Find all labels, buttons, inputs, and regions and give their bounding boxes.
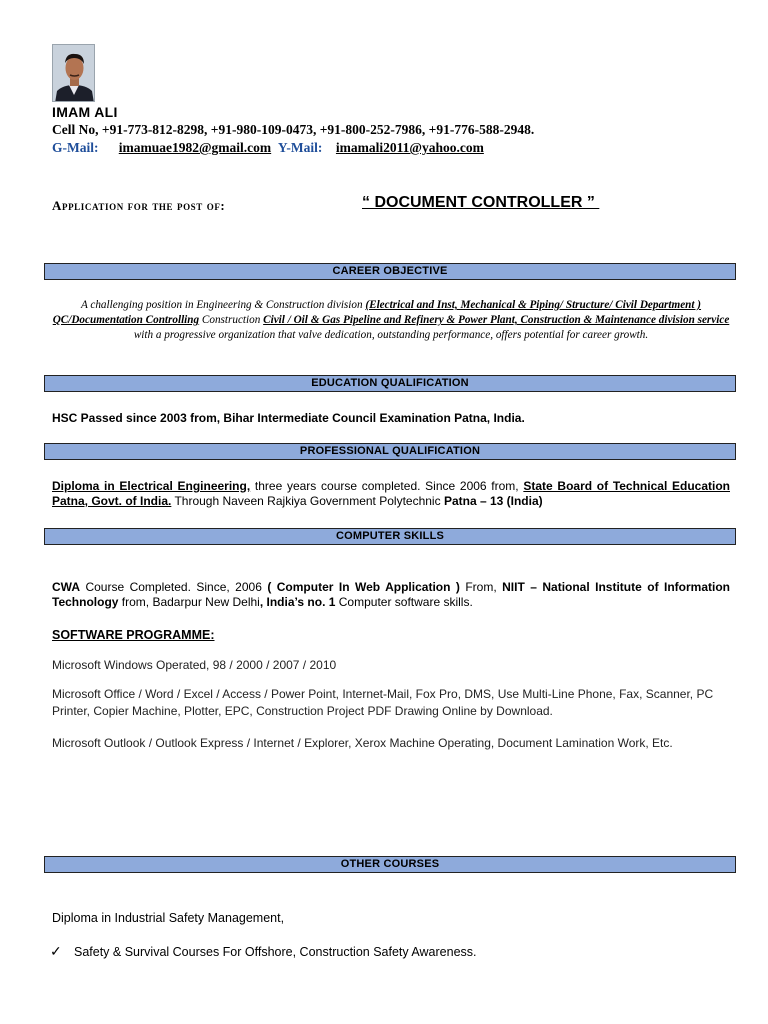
career-text-4: Civil / Oil & Gas Pipeline and Refinery & Power Plant, Construction & Maintenance division service <box>263 314 730 326</box>
section-career-objective: CAREER OBJECTIVE <box>44 263 736 280</box>
cwa-label: CWA <box>52 580 80 594</box>
post-title: “ DOCUMENT CONTROLLER ” <box>362 194 600 211</box>
ymail-link[interactable]: imamali2011@yahoo.com <box>335 140 484 155</box>
phone-numbers <box>52 122 534 138</box>
cwa-institute: NIIT – National Institute of Information Technology <box>52 580 731 609</box>
gmail-link[interactable]: imamuae1982@gmail.com <box>118 140 272 155</box>
section-other-courses: OTHER COURSES <box>44 856 736 873</box>
cwa-text-6: , India’s no. 1 <box>259 595 336 609</box>
cell-label: Cell No, <box>52 122 99 137</box>
section-education: EDUCATION QUALIFICATION <box>44 375 736 392</box>
prof-board: State Board of Technical Education Patna, Govt. of India. <box>52 479 730 508</box>
profile-photo <box>52 44 95 102</box>
other-safety: Safety & Survival Courses For Offshore, Construction Safety Awareness. <box>74 945 477 959</box>
cwa-text-2: ( Computer In Web Application ) <box>267 580 460 594</box>
software-heading: SOFTWARE PROGRAMME: <box>52 628 215 642</box>
prof-location: Patna – 13 (India) <box>443 494 543 508</box>
cwa-text-5: from, Badarpur New Delhi <box>118 595 260 609</box>
career-text-3: Construction <box>199 314 264 326</box>
cwa-text-7: Computer software skills. <box>335 595 473 609</box>
checkmark-icon: ✓ <box>50 943 62 959</box>
section-professional: PROFESSIONAL QUALIFICATION <box>44 443 736 460</box>
software-line-1: Microsoft Windows Operated, 98 / 2000 / 2007 / 2010 <box>52 658 337 672</box>
ymail-label: Y-Mail: <box>277 140 323 155</box>
cwa-text-1: Course Completed. Since, 2006 <box>80 580 268 594</box>
prof-text-2: three years course completed. Since 2006 from, <box>250 479 524 493</box>
software-line-3: Microsoft Outlook / Outlook Express / Internet / Explorer, Xerox Machine Operating, Document Lamination Work, Etc. <box>52 736 673 750</box>
career-text-2: (Electrical and Inst, Mechanical & Piping/ Structure/ Civil Department ) QC/Documentation Controlling <box>52 299 702 326</box>
prof-diploma: Diploma in Electrical Engineering, <box>52 479 251 493</box>
application-label: Application for the post of: <box>52 198 226 213</box>
cwa-text-3: From, <box>459 580 503 594</box>
email-line <box>52 140 484 156</box>
candidate-name: IMAM ALI <box>52 104 118 120</box>
career-text-5: with a progressive organization that valve dedication, outstanding performance, offers potential for career growth. <box>133 329 649 341</box>
other-diploma: Diploma in Industrial Safety Management, <box>52 911 285 925</box>
career-objective-text <box>52 298 730 343</box>
gmail-label: G-Mail: <box>52 140 99 155</box>
software-line-2: Microsoft Office / Word / Excel / Access / Power Point, Internet-Mail, Fox Pro, DMS, Use Multi-Line Phone, Fax, Scanner, PC Printer, Copier Machine, Plotter, EPC, Construction Project PDF Drawing Online by Download. <box>52 687 714 718</box>
cell-numbers: +91-773-812-8298, +91-980-109-0473, +91-800-252-7986, +91-776-588-2948. <box>101 122 535 137</box>
career-text-1: A challenging position in Engineering & Construction division <box>80 299 366 311</box>
section-computer-skills: COMPUTER SKILLS <box>44 528 736 545</box>
prof-text-4: Through Naveen Rajkiya Government Polytechnic <box>171 494 444 508</box>
cwa-text <box>52 580 730 610</box>
education-text: HSC Passed since 2003 from, Bihar Intermediate Council Examination Patna, India. <box>52 411 525 425</box>
professional-text <box>52 479 730 509</box>
